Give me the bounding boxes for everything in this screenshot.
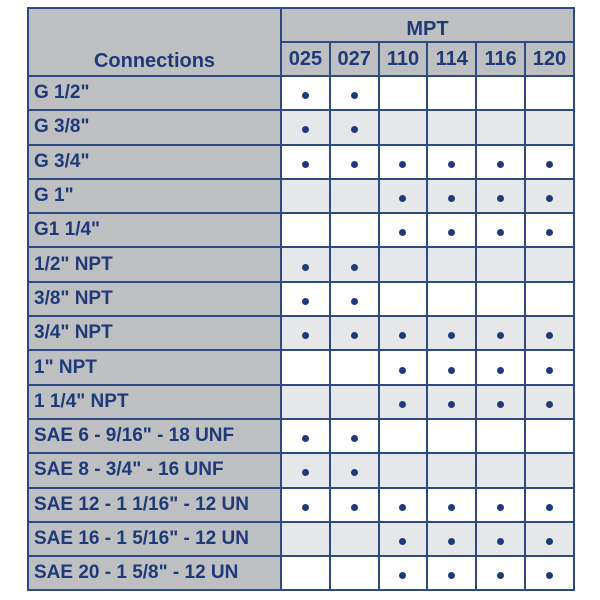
filled-dot-icon <box>302 504 309 511</box>
connection-label: G 3/8" <box>28 110 281 144</box>
table-cell <box>476 145 525 179</box>
table-row <box>28 213 574 247</box>
table-cell <box>427 350 476 384</box>
table-cell <box>476 488 525 522</box>
table-row <box>28 350 574 384</box>
table-cell <box>281 76 330 110</box>
filled-dot-icon <box>546 538 553 545</box>
table-row <box>28 488 574 522</box>
filled-dot-icon <box>302 435 309 442</box>
table-cell <box>379 213 428 247</box>
filled-dot-icon <box>546 229 553 236</box>
connection-label: G1 1/4" <box>28 213 281 247</box>
table-row <box>28 453 574 487</box>
table-cell <box>525 213 574 247</box>
connection-label: SAE 8 - 3/4" - 16 UNF <box>28 453 281 487</box>
connection-label: G 1" <box>28 179 281 213</box>
table-cell <box>281 282 330 316</box>
table-cell <box>427 282 476 316</box>
table-cell <box>476 419 525 453</box>
filled-dot-icon <box>302 264 309 271</box>
filled-dot-icon <box>351 92 358 99</box>
column-header-025: 025 <box>281 42 330 76</box>
table-cell <box>525 110 574 144</box>
table-cell <box>281 213 330 247</box>
table-cell <box>476 179 525 213</box>
table-cell <box>379 350 428 384</box>
table-cell <box>281 522 330 556</box>
filled-dot-icon <box>351 298 358 305</box>
filled-dot-icon <box>497 332 504 339</box>
filled-dot-icon <box>399 229 406 236</box>
filled-dot-icon <box>399 161 406 168</box>
table-cell <box>427 385 476 419</box>
filled-dot-icon <box>302 126 309 133</box>
connection-label: SAE 12 - 1 1/16" - 12 UN <box>28 488 281 522</box>
filled-dot-icon <box>546 332 553 339</box>
filled-dot-icon <box>546 195 553 202</box>
table-cell <box>476 453 525 487</box>
table-cell <box>525 385 574 419</box>
table-cell <box>427 453 476 487</box>
table-cell <box>525 522 574 556</box>
table-cell <box>427 247 476 281</box>
table-cell <box>525 453 574 487</box>
connection-label: 3/8" NPT <box>28 282 281 316</box>
table-cell <box>330 247 379 281</box>
column-header-110: 110 <box>379 42 428 76</box>
table-cell <box>379 76 428 110</box>
table-cell <box>525 316 574 350</box>
table-cell <box>427 522 476 556</box>
table-cell <box>379 282 428 316</box>
table-cell <box>330 385 379 419</box>
table-cell <box>379 179 428 213</box>
filled-dot-icon <box>302 161 309 168</box>
filled-dot-icon <box>448 401 455 408</box>
table-cell <box>281 488 330 522</box>
table-cell <box>427 76 476 110</box>
table-cell <box>281 110 330 144</box>
filled-dot-icon <box>546 367 553 374</box>
filled-dot-icon <box>302 332 309 339</box>
table-cell <box>281 385 330 419</box>
table-row <box>28 76 574 110</box>
table-row <box>28 247 574 281</box>
table-cell <box>379 522 428 556</box>
table-cell <box>427 316 476 350</box>
table-cell <box>525 556 574 590</box>
filled-dot-icon <box>302 298 309 305</box>
table-cell <box>379 316 428 350</box>
connection-label: SAE 6 - 9/16" - 18 UNF <box>28 419 281 453</box>
filled-dot-icon <box>399 367 406 374</box>
connection-label: SAE 20 - 1 5/8" - 12 UN <box>28 556 281 590</box>
connection-label: G 3/4" <box>28 145 281 179</box>
connection-label: G 1/2" <box>28 76 281 110</box>
table-row <box>28 522 574 556</box>
filled-dot-icon <box>302 469 309 476</box>
table-header <box>28 8 574 76</box>
filled-dot-icon <box>497 538 504 545</box>
table-cell <box>379 556 428 590</box>
table-cell <box>330 453 379 487</box>
filled-dot-icon <box>351 126 358 133</box>
table-cell <box>427 419 476 453</box>
table-cell <box>525 282 574 316</box>
table-cell <box>330 556 379 590</box>
table-cell <box>281 247 330 281</box>
filled-dot-icon <box>351 435 358 442</box>
column-header-114: 114 <box>427 42 476 76</box>
table-cell <box>281 145 330 179</box>
table-cell <box>379 145 428 179</box>
table-cell <box>525 76 574 110</box>
table-cell <box>476 110 525 144</box>
table-row <box>28 110 574 144</box>
filled-dot-icon <box>497 161 504 168</box>
table-cell <box>330 488 379 522</box>
table-cell <box>427 556 476 590</box>
column-header-116: 116 <box>476 42 525 76</box>
table-cell <box>330 350 379 384</box>
filled-dot-icon <box>351 264 358 271</box>
table-cell <box>379 385 428 419</box>
table-row <box>28 556 574 590</box>
table-cell <box>281 419 330 453</box>
table-cell <box>330 76 379 110</box>
filled-dot-icon <box>399 195 406 202</box>
filled-dot-icon <box>351 504 358 511</box>
table-cell <box>379 110 428 144</box>
filled-dot-icon <box>448 504 455 511</box>
row-header-connections: Connections <box>28 8 281 76</box>
table-cell <box>476 282 525 316</box>
filled-dot-icon <box>448 229 455 236</box>
connection-label: 1/2" NPT <box>28 247 281 281</box>
filled-dot-icon <box>351 469 358 476</box>
filled-dot-icon <box>546 572 553 579</box>
filled-dot-icon <box>497 504 504 511</box>
filled-dot-icon <box>351 332 358 339</box>
table-cell <box>330 282 379 316</box>
filled-dot-icon <box>448 195 455 202</box>
column-header-027: 027 <box>330 42 379 76</box>
table-cell <box>379 419 428 453</box>
filled-dot-icon <box>448 367 455 374</box>
filled-dot-icon <box>497 195 504 202</box>
compatibility-table <box>27 7 575 591</box>
table-cell <box>281 316 330 350</box>
filled-dot-icon <box>351 161 358 168</box>
table-cell <box>476 247 525 281</box>
table-cell <box>379 247 428 281</box>
filled-dot-icon <box>497 367 504 374</box>
table-cell <box>379 453 428 487</box>
table-cell <box>525 247 574 281</box>
filled-dot-icon <box>399 572 406 579</box>
table-body <box>28 76 574 590</box>
table-cell <box>427 110 476 144</box>
table-cell <box>330 213 379 247</box>
filled-dot-icon <box>497 229 504 236</box>
table-cell <box>476 385 525 419</box>
table-cell <box>427 213 476 247</box>
table-row <box>28 282 574 316</box>
table-cell <box>525 145 574 179</box>
filled-dot-icon <box>448 332 455 339</box>
table-row <box>28 419 574 453</box>
table-cell <box>427 179 476 213</box>
filled-dot-icon <box>448 572 455 579</box>
table-cell <box>427 145 476 179</box>
group-header-mpt: MPT <box>281 8 574 42</box>
table-cell <box>379 488 428 522</box>
table-cell <box>281 179 330 213</box>
filled-dot-icon <box>302 92 309 99</box>
filled-dot-icon <box>399 332 406 339</box>
table-cell <box>330 419 379 453</box>
table-cell <box>525 179 574 213</box>
table-cell <box>476 350 525 384</box>
table-row <box>28 316 574 350</box>
table-cell <box>476 522 525 556</box>
filled-dot-icon <box>399 504 406 511</box>
table-cell <box>281 556 330 590</box>
table-cell <box>281 350 330 384</box>
table-cell <box>525 419 574 453</box>
connection-label: 1 1/4" NPT <box>28 385 281 419</box>
filled-dot-icon <box>497 401 504 408</box>
connection-label: 1" NPT <box>28 350 281 384</box>
table-cell <box>525 350 574 384</box>
table-cell <box>330 145 379 179</box>
table-cell <box>476 316 525 350</box>
table-row <box>28 145 574 179</box>
table-cell <box>281 453 330 487</box>
filled-dot-icon <box>546 504 553 511</box>
filled-dot-icon <box>399 401 406 408</box>
table-row <box>28 179 574 213</box>
table-row <box>28 385 574 419</box>
table-cell <box>525 488 574 522</box>
table-cell <box>330 522 379 556</box>
table-cell <box>476 213 525 247</box>
filled-dot-icon <box>399 538 406 545</box>
connection-label: 3/4" NPT <box>28 316 281 350</box>
table-cell <box>476 556 525 590</box>
table-cell <box>330 179 379 213</box>
table-cell <box>476 76 525 110</box>
filled-dot-icon <box>448 161 455 168</box>
column-header-120: 120 <box>525 42 574 76</box>
table-cell <box>330 316 379 350</box>
table-cell <box>427 488 476 522</box>
table-cell <box>330 110 379 144</box>
connection-label: SAE 16 - 1 5/16" - 12 UN <box>28 522 281 556</box>
filled-dot-icon <box>546 161 553 168</box>
filled-dot-icon <box>497 572 504 579</box>
filled-dot-icon <box>546 401 553 408</box>
filled-dot-icon <box>448 538 455 545</box>
